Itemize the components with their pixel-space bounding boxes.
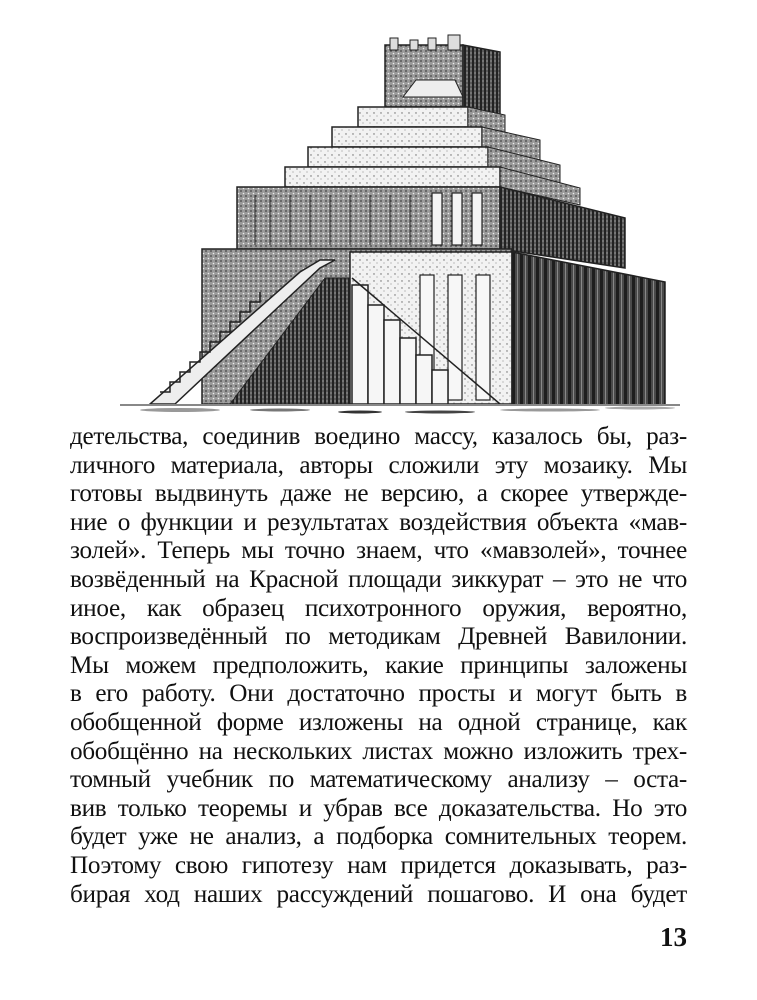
text-line: готовы выдвинуть даже не версию, а скорее утвержде-: [70, 480, 687, 508]
body-text: [70, 423, 687, 909]
text-line: обобщенной форме изложены на одной странице, как: [70, 708, 687, 736]
text-line: бирая ход наших рассуждений пошагово. И она будет: [70, 880, 687, 908]
ziggurat-drawing: [120, 20, 680, 415]
text-line: вив только теоремы и убрав все доказательства. Но это: [70, 794, 687, 822]
text-line: личного материала, авторы сложили эту мозаику. Мы: [70, 451, 687, 479]
text-line: обобщённо на нескольких листах можно изложить трех-: [70, 737, 687, 765]
text-line: в его работу. Они достаточно просты и могут быть в: [70, 680, 687, 708]
text-line: ние о функции и результатах воздействия объекта «мав-: [70, 508, 687, 536]
page-number: 13: [660, 922, 687, 952]
text-line: будет уже не анализ, а подборка сомнительных теорем.: [70, 823, 687, 851]
ground: [120, 404, 680, 414]
ziggurat-illustration: [120, 20, 680, 415]
text-line: возвёденный на Красной площади зиккурат – это не что: [70, 565, 687, 593]
text-line: детельства, соединив воедино массу, казалось бы, раз-: [70, 423, 687, 450]
shrine-top: [385, 35, 500, 115]
text-line: Поэтому свою гипотезу нам придется доказывать, раз-: [70, 851, 687, 879]
text-line: золей». Теперь мы точно знаем, что «мавзолей», точнее: [70, 537, 687, 565]
text-line: томный учебник по математическому анализу – оста-: [70, 766, 687, 794]
text-line: воспроизведённый по методикам Древней Вавилонии.: [70, 623, 687, 651]
text-line: иное, как образец психотронного оружия, вероятно,: [70, 594, 687, 622]
text-line: Мы можем предположить, какие принципы заложены: [70, 651, 687, 679]
